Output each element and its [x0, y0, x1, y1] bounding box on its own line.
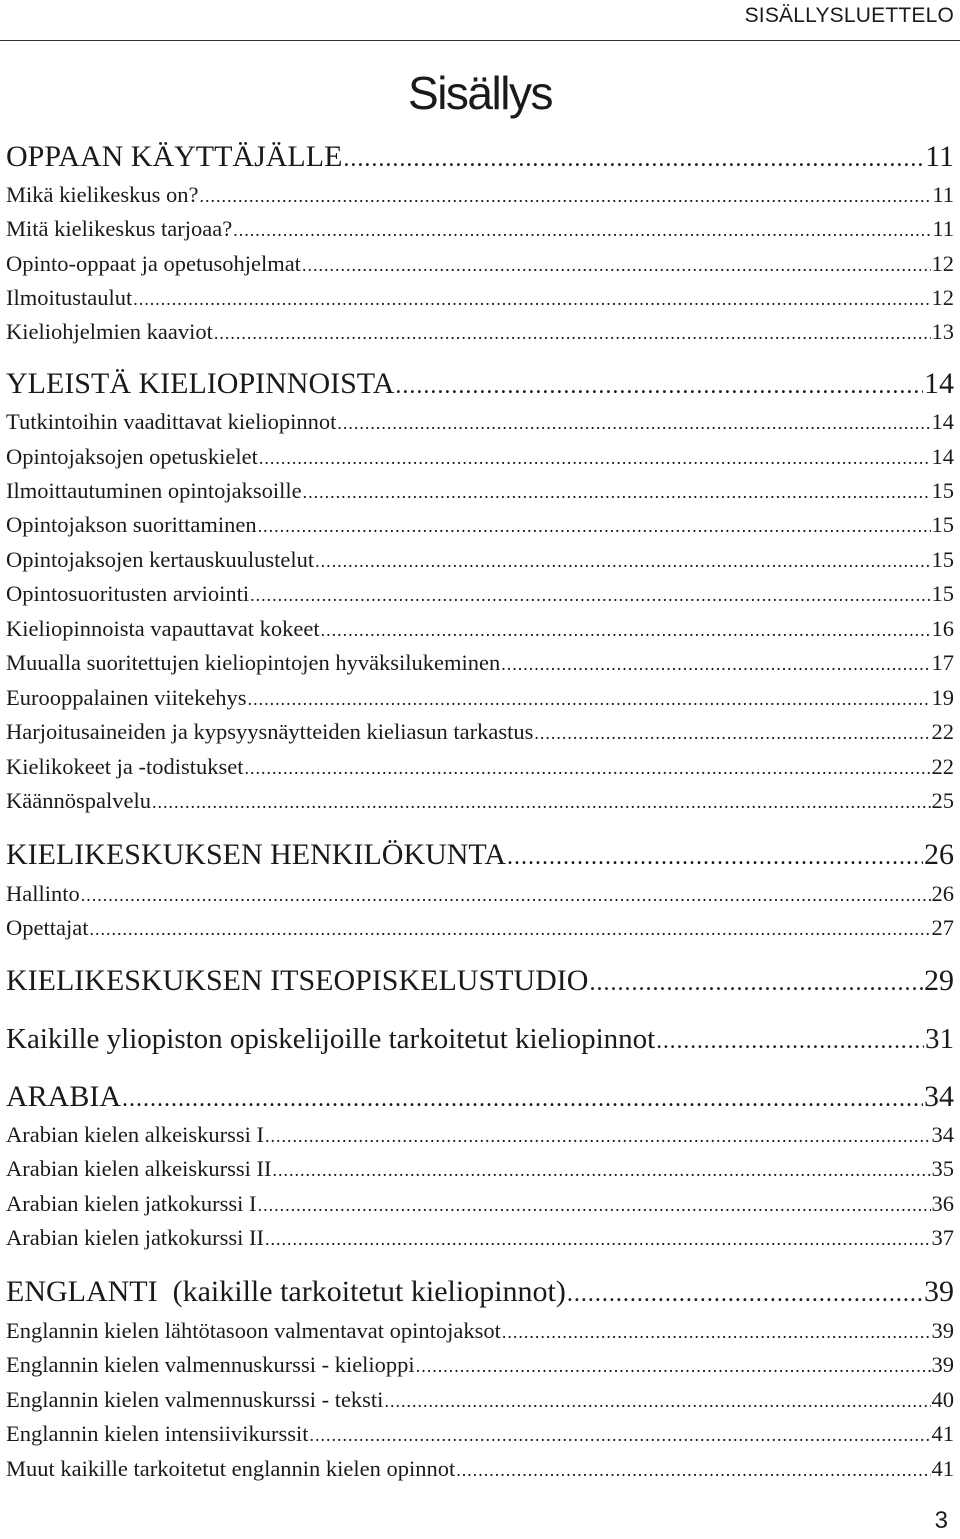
toc-entry-text: Arabian kielen alkeiskurssi II [6, 1156, 272, 1181]
toc-entry-page: 14 [924, 367, 954, 400]
toc-entry[interactable] [6, 216, 954, 242]
toc-entry-text: Käännöspalvelu [6, 788, 151, 813]
toc-entry-page: 11 [925, 140, 954, 173]
toc-entry-page: 35 [931, 1156, 954, 1181]
toc-entry[interactable] [6, 915, 954, 941]
toc-entry-text: Englannin kielen valmennuskurssi - kielioppi [6, 1352, 415, 1377]
toc-entry-page: 15 [931, 512, 954, 537]
toc-entry[interactable] [6, 1421, 954, 1447]
toc-entry[interactable] [6, 285, 954, 311]
toc-entry-text: Englannin kielen valmennuskurssi - teksti [6, 1387, 384, 1412]
toc-entry-page: 26 [924, 838, 954, 871]
toc-entry-page: 39 [931, 1352, 954, 1377]
dot-leader [248, 689, 931, 710]
running-head: SISÄLLYSLUETTELO [744, 4, 954, 27]
page-number: 3 [934, 1507, 948, 1534]
toc-entry[interactable] [6, 685, 954, 711]
dot-leader [303, 482, 931, 503]
dot-leader [501, 654, 930, 675]
toc-entry-oppaan-kayttajalle[interactable] [6, 140, 954, 174]
toc-entry[interactable] [6, 1191, 954, 1217]
toc-entry-yleista-kieliopinnoista[interactable] [6, 367, 954, 401]
dot-leader [507, 844, 923, 871]
toc-entry-page: 13 [931, 319, 954, 344]
toc-entry[interactable] [6, 881, 954, 907]
toc-entry-page: 41 [931, 1421, 954, 1446]
toc-entry-arabia[interactable] [6, 1080, 954, 1114]
toc-entry-page: 11 [932, 182, 954, 207]
toc-entry[interactable] [6, 1318, 954, 1344]
toc-entry-text: Kieliopinnoista vapauttavat kokeet [6, 616, 320, 641]
toc-entry-text: ENGLANTI (kaikille tarkoitetut kieliopinnot) [6, 1275, 566, 1308]
toc-entry-page: 11 [932, 216, 954, 241]
toc-entry[interactable] [6, 788, 954, 814]
toc-entry-text: Mikä kielikeskus on? [6, 182, 199, 207]
toc-entry-text: Kaikille yliopiston opiskelijoille tarkoitetut kieliopinnot [6, 1023, 656, 1055]
toc-entry-page: 25 [931, 788, 954, 813]
toc-entry-text: Englannin kielen intensiivikurssit [6, 1421, 309, 1446]
toc-entry-text: Harjoitusaineiden ja kypsyysnäytteiden kieliasun tarkastus [6, 719, 534, 744]
toc-entry[interactable] [6, 650, 954, 676]
dot-leader [343, 146, 924, 173]
toc-entry-text: Arabian kielen jatkokurssi I [6, 1191, 257, 1216]
toc-entry[interactable] [6, 1387, 954, 1413]
dot-leader [321, 620, 931, 641]
toc-entry-page: 15 [931, 547, 954, 572]
dot-leader [567, 1281, 923, 1308]
toc-entry-text: Opintosuoritusten arviointi [6, 581, 250, 606]
dot-leader [258, 516, 931, 537]
toc-entry-text: Opinto-oppaat ja opetusohjelmat [6, 251, 301, 276]
dot-leader [265, 1229, 930, 1250]
toc-entry-page: 31 [925, 1023, 954, 1055]
dot-leader [89, 919, 930, 940]
dot-leader [122, 1086, 923, 1113]
toc-entry-page: 39 [931, 1318, 954, 1343]
toc-entry-page: 12 [931, 251, 954, 276]
page-title: Sisällys [408, 67, 552, 119]
dot-leader [315, 551, 930, 572]
toc-entry-text: Muut kaikille tarkoitetut englannin kielen opinnot [6, 1456, 456, 1481]
toc-entry-page: 14 [931, 409, 954, 434]
toc-entry-page: 34 [931, 1122, 954, 1147]
toc-entry-text: Eurooppalainen viitekehys [6, 685, 247, 710]
toc-entry-page: 36 [931, 1191, 954, 1216]
toc-entry-itseopiskelustudio[interactable] [6, 964, 954, 998]
dot-leader [258, 1195, 931, 1216]
dot-leader [273, 1160, 931, 1181]
toc-entry-text: Muualla suoritettujen kieliopintojen hyväksilukeminen [6, 650, 501, 675]
toc-entry[interactable] [6, 547, 954, 573]
toc-entry-page: 26 [931, 881, 954, 906]
toc-entry-text: Arabian kielen jatkokurssi II [6, 1225, 265, 1250]
toc-entry-page: 40 [931, 1387, 954, 1412]
toc-entry-text: OPPAAN KÄYTTÄJÄLLE [6, 140, 343, 173]
toc-entry[interactable] [6, 1456, 954, 1482]
dot-leader [395, 373, 923, 400]
toc-entry-text: ARABIA [6, 1080, 122, 1113]
dot-leader [384, 1391, 930, 1412]
dot-leader [337, 413, 930, 434]
dot-leader [233, 220, 931, 241]
dot-leader [133, 289, 930, 310]
toc-entry-text: YLEISTÄ KIELIOPINNOISTA [6, 367, 395, 400]
dot-leader [152, 792, 931, 813]
toc-entry[interactable] [6, 1352, 954, 1378]
toc-entry-kielikeskuksen-henkilokunta[interactable] [6, 838, 954, 872]
toc-entry[interactable] [6, 319, 954, 345]
toc-entry[interactable] [6, 478, 954, 504]
toc-entry-kaikille-tarkoitetut[interactable] [6, 1023, 954, 1056]
toc-entry[interactable] [6, 1156, 954, 1182]
dot-leader [302, 255, 931, 276]
toc-entry-page: 22 [931, 754, 954, 779]
dot-leader [656, 1028, 924, 1055]
toc-entry-page: 37 [931, 1225, 954, 1250]
toc-entry[interactable] [6, 1225, 954, 1251]
toc-entry[interactable] [6, 512, 954, 538]
toc-entry-text: Hallinto [6, 881, 80, 906]
toc-entry-text: Opintojakson suorittaminen [6, 512, 257, 537]
dot-leader [81, 885, 931, 906]
toc-entry[interactable] [6, 1122, 954, 1148]
dot-leader [309, 1425, 930, 1446]
toc-entry-page: 14 [931, 444, 954, 469]
toc-entry-page: 16 [931, 616, 954, 641]
dot-leader [199, 186, 931, 207]
dot-leader [265, 1126, 930, 1147]
toc-entry-text: Tutkintoihin vaadittavat kieliopinnot [6, 409, 337, 434]
toc-entry-text: Ilmoitustaulut [6, 285, 133, 310]
table-of-contents [6, 0, 954, 1539]
dot-leader [244, 758, 930, 779]
toc-entry-englanti[interactable] [6, 1275, 954, 1309]
toc-entry-page: 39 [924, 1275, 954, 1308]
toc-entry-text: Kielikokeet ja -todistukset [6, 754, 244, 779]
toc-entry-text: Englannin kielen lähtötasoon valmentavat opintojaksot [6, 1318, 501, 1343]
toc-entry-text: KIELIKESKUKSEN ITSEOPISKELUSTUDIO [6, 964, 589, 997]
toc-entry[interactable] [6, 616, 954, 642]
toc-entry-text: Kieliohjelmien kaaviot [6, 319, 213, 344]
toc-entry[interactable] [6, 409, 954, 435]
dot-leader [214, 323, 931, 344]
toc-entry[interactable] [6, 719, 954, 745]
toc-entry[interactable] [6, 754, 954, 780]
dot-leader [250, 585, 930, 606]
toc-entry-page: 15 [931, 581, 954, 606]
toc-entry[interactable] [6, 581, 954, 607]
toc-entry-text: Ilmoittautuminen opintojaksoille [6, 478, 302, 503]
toc-entry-page: 15 [931, 478, 954, 503]
dot-leader [456, 1460, 930, 1481]
toc-entry-text: Opintojaksojen opetuskielet [6, 444, 258, 469]
toc-entry-text: Opintojaksojen kertauskuulustelut [6, 547, 315, 572]
toc-entry-text: Mitä kielikeskus tarjoaa? [6, 216, 233, 241]
toc-entry-page: 19 [931, 685, 954, 710]
toc-entry-text: Opettajat [6, 915, 89, 940]
dot-leader [502, 1322, 931, 1343]
dot-leader [416, 1356, 931, 1377]
dot-leader [534, 723, 930, 744]
toc-entry-page: 12 [931, 285, 954, 310]
toc-entry-page: 29 [924, 964, 954, 997]
toc-entry-page: 41 [931, 1456, 954, 1481]
toc-entry-page: 34 [924, 1080, 954, 1113]
dot-leader [589, 970, 923, 997]
dot-leader [259, 448, 931, 469]
toc-entry-page: 17 [931, 650, 954, 675]
toc-entry-page: 27 [931, 915, 954, 940]
toc-entry-text: KIELIKESKUKSEN HENKILÖKUNTA [6, 838, 507, 871]
toc-entry[interactable] [6, 182, 954, 208]
toc-entry[interactable] [6, 444, 954, 470]
toc-entry[interactable] [6, 251, 954, 277]
toc-entry-page: 22 [931, 719, 954, 744]
toc-entry-text: Arabian kielen alkeiskurssi I [6, 1122, 265, 1147]
